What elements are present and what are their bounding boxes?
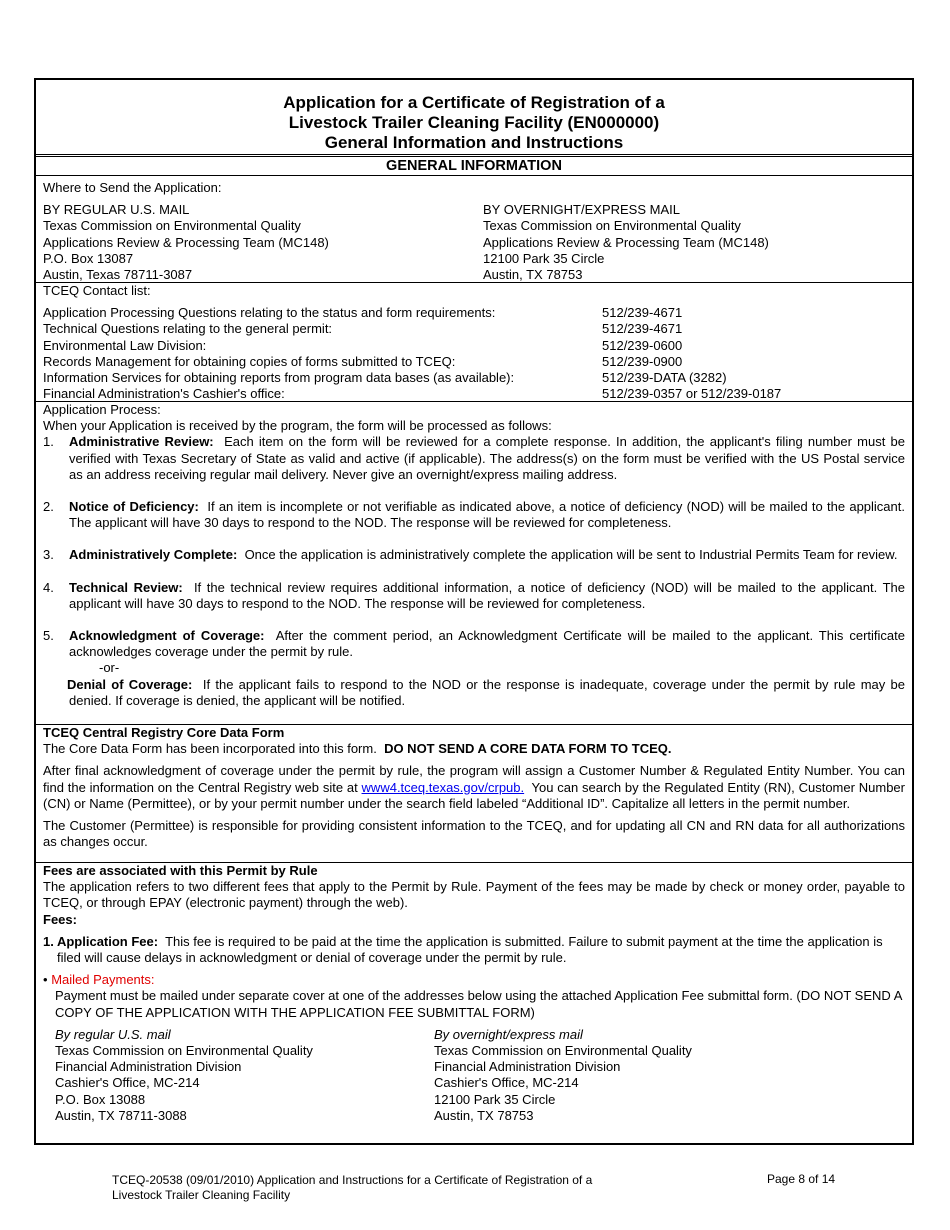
where-to-send-section [36,176,912,283]
address-line: Austin, TX 78753 [434,1107,534,1123]
address-line: Texas Commission on Environmental Quality [55,1043,313,1059]
address-line: Financial Administration Division [434,1059,621,1075]
address-line: Austin, Texas 78711-3087 [43,267,193,283]
contact-question: Environmental Law Division: [43,337,207,353]
step-number: 5. [43,628,54,644]
or-separator: -or- [99,660,120,676]
contact-row [43,370,905,386]
address-line: Austin, TX 78753 [483,267,583,283]
denial-text: If the applicant fails to respond to the NOD or the response is inadequate, coverage under the permit by rule may be denied. If coverage is denied, the applicant will be notified. [69,676,905,708]
contact-question: Application Processing Questions relating to the status and form requirements: [43,305,496,321]
address-line: P.O. Box 13088 [55,1091,146,1107]
fee-overnight-mail-address [434,1027,905,1124]
fees-intro: The application refers to two different fees that apply to the Permit by Rule. Payment of the fees may be made by check or money order, payable to TCEQ, or through EPAY (electronic payment) through the web). [43,879,905,911]
process-step [43,434,905,483]
address-line: Applications Review & Processing Team (MC148) [483,234,769,250]
denial-of-coverage [43,677,905,709]
address-line: Financial Administration Division [55,1059,242,1075]
process-step [43,547,905,563]
step-number: 3. [43,547,54,563]
step-title: Administrative Review: [69,434,214,450]
fee-overnight-mail-label: By overnight/express mail [434,1026,583,1042]
contact-question: Records Management for obtaining copies of forms submitted to TCEQ: [43,353,456,369]
step-number: 4. [43,579,54,595]
title-line-1: Application for a Certificate of Registration of a [283,93,665,112]
mailed-payments-text: Payment must be mailed under separate cover at one of the addresses below using the attached Application Fee submittal form. (DO NOT SEND A COPY OF THE APPLICATION WITH THE APPLICATION FEE SUBMITTAL FORM) [55,988,902,1020]
fee-regular-mail-label: By regular U.S. mail [55,1026,171,1042]
core-data-warning: DO NOT SEND A CORE DATA FORM TO TCEQ. [384,741,672,757]
contact-question: Financial Administration's Cashier's office: [43,386,285,402]
title-line-2: Livestock Trailer Cleaning Facility (EN000000) [288,113,660,132]
overnight-mail-address [483,202,905,283]
contact-phone: 512/239-4671 [602,305,683,321]
contact-phone: 512/239-0900 [602,353,683,369]
core-data-text: You can search by the Regulated Entity (RN), Customer Number (CN) or Name (Permittee), or by your permit number under the search field labeled “Additional ID”. Capitalize all letters in the permit number. [43,779,905,811]
process-label: Application Process: [43,402,161,417]
page-number: Page 8 of 14 [767,1172,836,1186]
core-data-text: After final acknowledgment of coverage under the permit by rule, the program will assign a Customer Number & Regulated Entity Number. You can find the information on the Central Registry web site at [43,763,905,795]
contact-row [43,354,905,370]
process-step [43,499,905,531]
process-step [43,628,905,660]
central-registry-link[interactable]: www4.tceq.texas.gov/crpub. [361,779,525,795]
footer-line-1: TCEQ-20538 (09/01/2010) Application and Instructions for a Certificate of Registration of a [112,1173,593,1187]
address-line: 12100 Park 35 Circle [483,250,605,266]
step-text: Each item on the form will be reviewed for a complete response. In addition, the applicant's filing number must be verified with Texas Secretary of State as valid and active (if applicable). The address(s) on the form must be verified with the US Postal service as an address receiving regular mail delivery. Never give an overnight/express mailing address. [69,434,905,482]
application-fee-title: 1. Application Fee: [43,933,159,949]
form-frame [34,78,914,1145]
address-line: Texas Commission on Environmental Quality [434,1043,692,1059]
core-data-paragraph [43,763,905,812]
step-title: Acknowledgment of Coverage: [69,628,265,644]
process-step [43,580,905,612]
address-line: Austin, TX 78711-3088 [55,1107,187,1123]
mailed-payments-label: Mailed Payments: [51,972,155,988]
step-number: 2. [43,499,54,515]
contact-phone: 512/239-DATA (3282) [602,370,727,386]
contact-phone: 512/239-0600 [602,337,683,353]
contact-question: Technical Questions relating to the general permit: [43,321,333,337]
contact-row [43,338,905,354]
footer [112,1173,632,1203]
application-fee [43,934,905,966]
application-process-section [36,402,912,725]
denial-title: Denial of Coverage: [67,676,193,692]
fees-heading: Fees are associated with this Permit by Rule [43,863,318,878]
mailed-payments-item [43,972,905,988]
fees-label: Fees: [43,911,77,927]
step-title: Administratively Complete: [69,547,238,563]
core-data-line [43,741,905,757]
where-to-send-label: Where to Send the Application: [43,180,222,195]
address-line: BY REGULAR U.S. MAIL [43,202,190,218]
process-intro: When your Application is received by the program, the form will be processed as follows: [43,418,552,434]
title-block [36,80,912,157]
address-line: 12100 Park 35 Circle [434,1091,556,1107]
core-data-heading: TCEQ Central Registry Core Data Form [43,725,285,740]
title-line-3: General Information and Instructions [324,133,624,152]
step-text: After the comment period, an Acknowledgment Certificate will be mailed to the applicant. This certificate acknowledges coverage under the permit by rule. [69,628,905,660]
fee-regular-mail-address [55,1027,434,1124]
address-line: Applications Review & Processing Team (MC148) [43,234,329,250]
step-text: If the technical review requires additional information, a notice of deficiency (NOD) will be mailed to the applicant. The applicant will have 30 days to respond to the NOD. The response will be reviewed for completeness. [69,579,905,611]
contact-row [43,386,905,402]
core-data-paragraph-2: The Customer (Permittee) is responsible for providing consistent information to the TCEQ, and for updating all CN and RN data for all authorizations as changes occur. [43,818,905,850]
contact-phone: 512/239-4671 [602,321,683,337]
application-fee-text: This fee is required to be paid at the time the application is submitted. Failure to submit payment at the time the application is filed will cause delays in acknowledgment or denial of coverage under the permit by rule. [57,933,883,966]
contact-list-section [36,283,912,402]
address-line: Cashier's Office, MC-214 [434,1075,579,1091]
step-text: Once the application is administratively complete the application will be sent to Industrial Permits Team for review. [244,547,898,563]
address-line: Cashier's Office, MC-214 [55,1075,200,1091]
address-line: P.O. Box 13087 [43,250,134,266]
address-line: Texas Commission on Environmental Quality [43,218,301,234]
general-information-heading: GENERAL INFORMATION [36,157,912,176]
contact-question: Information Services for obtaining reports from program data bases (as available): [43,370,515,386]
contact-list-label: TCEQ Contact list: [43,283,151,298]
contact-phone: 512/239-0357 or 512/239-0187 [602,386,782,402]
step-title: Notice of Deficiency: [69,499,199,515]
address-line: BY OVERNIGHT/EXPRESS MAIL [483,202,680,218]
contact-row [43,305,905,321]
core-data-text: The Core Data Form has been incorporated into this form. [43,741,377,757]
bullet-icon: • [43,972,48,988]
fees-section [36,863,912,1143]
step-title: Technical Review: [69,579,183,595]
regular-mail-address [43,202,483,283]
step-number: 1. [43,434,54,450]
core-data-section [36,725,912,863]
contact-row [43,321,905,337]
footer-line-2: Livestock Trailer Cleaning Facility [112,1188,291,1202]
step-text: If an item is incomplete or not verifiable as indicated above, a notice of deficiency (NOD) will be mailed to the applicant. The applicant will have 30 days to respond to the NOD. The response will be reviewed for completeness. [69,499,905,531]
address-line: Texas Commission on Environmental Quality [483,218,741,234]
